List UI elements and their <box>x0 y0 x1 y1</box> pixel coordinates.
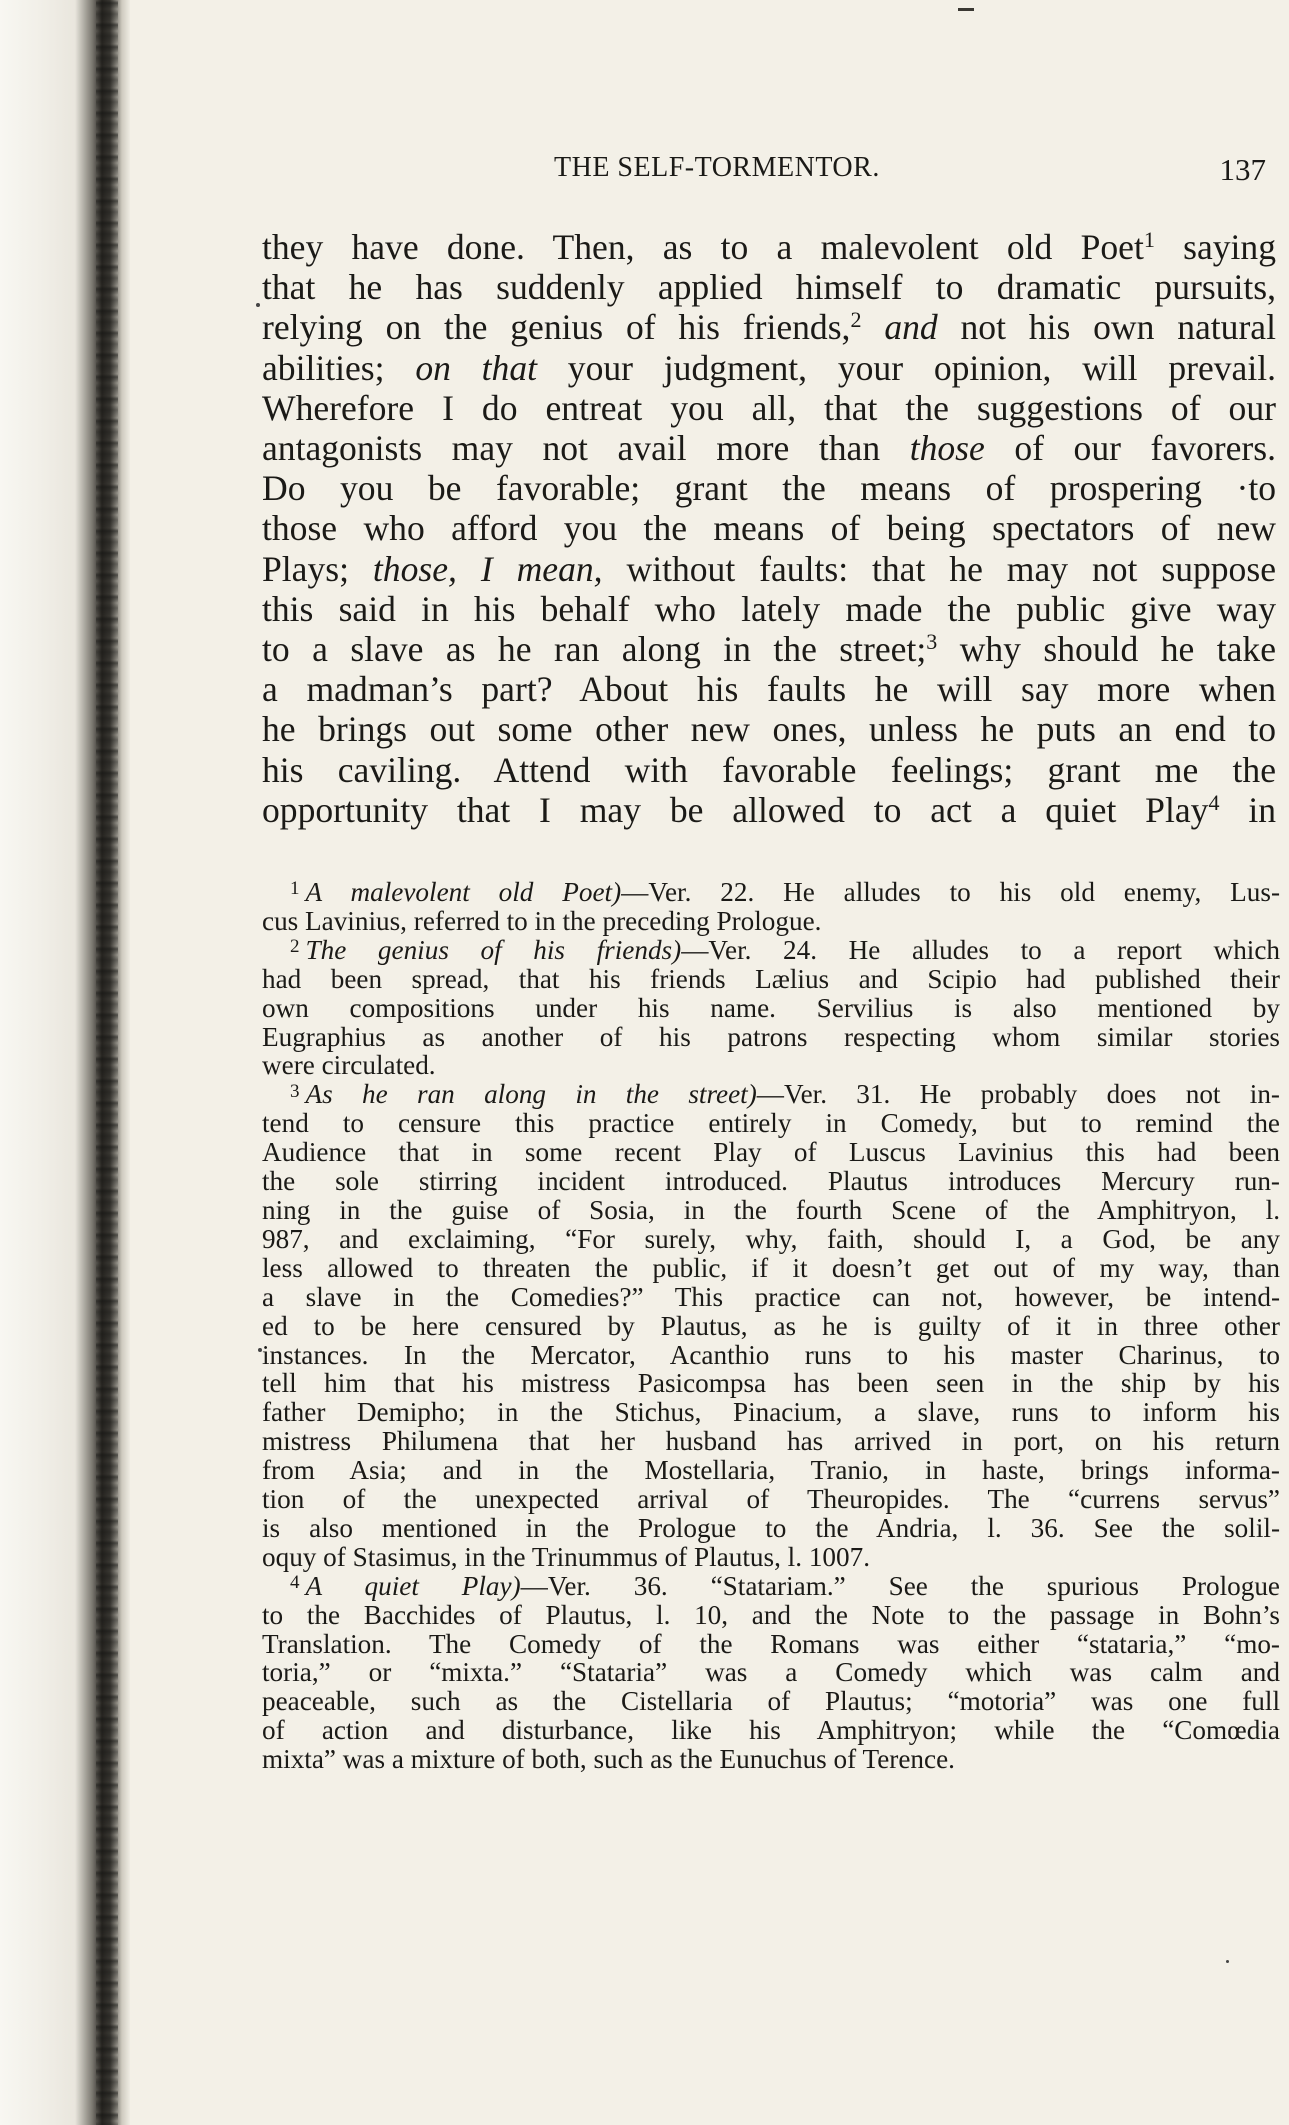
footnote-1: $^1$ A malevolent old Poet)—Ver. 22. He alludes to his old enemy, Lus- <box>290 877 1281 907</box>
footnote-line: tend to censure this practice entirely in Comedy, but to remind the <box>262 1108 1280 1139</box>
footnote-line: oquy of Stasimus, in the Trinummus of Plautus, l. 1007. <box>262 1541 871 1572</box>
footnote-line: ning in the guise of Sosia, in the fourth Scene of the Amphitryon, l. <box>262 1194 1280 1225</box>
text-line: those who afford you the means of being spectators of new <box>262 508 1276 549</box>
footnote-line: from Asia; and in the Mostellaria, Tranio, in haste, brings informa- <box>262 1455 1280 1486</box>
ink-speck <box>258 1348 262 1352</box>
footnote-line: had been spread, that his friends Lælius and Scipio had published their <box>262 963 1280 994</box>
text-line: a madman’s part? About his faults he will say more when <box>262 669 1276 710</box>
footnote-line: the sole stirring incident introduced. Plautus introduces Mercury run- <box>262 1166 1280 1197</box>
text-line: his caviling. Attend with favorable feelings; grant me the <box>262 749 1276 790</box>
footnote-line: is also mentioned in the Prologue to the Andria, l. 36. See the solil- <box>262 1512 1280 1543</box>
print-mark <box>958 8 974 11</box>
footnote-line: toria,” or “mixta.” “Stataria” was a Comedy which was calm and <box>262 1657 1280 1688</box>
footnote-line: mistress Philumena that her husband has arrived in port, on his return <box>262 1426 1280 1457</box>
footnote-line: peaceable, such as the Cistellaria of Plautus; “motoria” was one full <box>262 1686 1280 1717</box>
footnote-line: instances. In the Mercator, Acanthio runs to his master Charinus, to <box>262 1339 1280 1370</box>
footnote-2: $^2$ The genius of his friends)—Ver. 24. He alludes to a report which <box>290 934 1280 965</box>
footnote-line: a slave in the Comedies?” This practice can not, however, be intend- <box>262 1281 1280 1312</box>
text-line: antagonists may not avail more than those of our favorers. <box>262 428 1276 469</box>
text-line: Plays; those, I mean, without faults: that he may not suppose <box>262 548 1276 589</box>
running-head: THE SELF-TORMENTOR. <box>554 152 880 183</box>
footnote-line: 987, and exclaiming, “For surely, why, faith, should I, a God, be any <box>262 1223 1280 1254</box>
footnote-line: tion of the unexpected arrival of Theuropides. The “currens servus” <box>262 1484 1280 1515</box>
text-line: he brings out some other new ones, unless he puts an end to <box>262 709 1276 750</box>
ink-speck <box>256 303 260 307</box>
footnote-line: mixta” was a mixture of both, such as the Eunuchus of Terence. <box>262 1744 955 1775</box>
footnote-line: father Demipho; in the Stichus, Pinacium, a slave, runs to inform his <box>262 1397 1280 1428</box>
footnote-line: Eugraphius as another of his patrons respecting whom similar stories <box>262 1021 1280 1052</box>
footnote-4: $^4$ A quiet Play)—Ver. 36. “Statariam.” See the spurious Prologue <box>290 1570 1280 1601</box>
text-line: to a slave as he ran along in the street;$^3$ why should he take <box>262 628 1276 670</box>
text-line: that he has suddenly applied himself to dramatic pursuits, <box>262 267 1276 308</box>
footnotes <box>262 878 1280 1774</box>
main-text <box>262 227 1276 830</box>
text-line: abilities; on that your judgment, your opinion, will prevail. <box>262 347 1277 388</box>
footnote-line: less allowed to threaten the public, if it doesn’t get out of my way, than <box>262 1252 1280 1283</box>
footnote-line: of action and disturbance, like his Amphitryon; while the “Comœdia <box>262 1715 1280 1746</box>
text-line: opportunity that I may be allowed to act a quiet Play$^4$ in <box>262 789 1277 830</box>
footnote-line: Translation. The Comedy of the Romans was either “stataria,” “mo- <box>262 1628 1280 1659</box>
text-line: Do you be favorable; grant the means of prospering ·to <box>262 468 1276 509</box>
footnote-line: Audience that in some recent Play of Luscus Lavinius this had been <box>262 1137 1280 1168</box>
text-line: they have done. Then, as to a malevolent old Poet$^1$ saying <box>262 226 1276 267</box>
ink-speck <box>1226 1960 1229 1963</box>
text-line: relying on the genius of his friends,$^2$ and not his own natural <box>262 307 1276 348</box>
footnote-line: cus Lavinius, referred to in the preceding Prologue. <box>262 905 822 936</box>
page-number: 137 <box>1219 152 1266 187</box>
footnote-line: own compositions under his name. Servilius is also mentioned by <box>262 992 1280 1023</box>
page-header <box>262 152 1272 198</box>
footnote-line: were circulated. <box>262 1050 436 1081</box>
footnote-line: to the Bacchides of Plautus, l. 10, and the Note to the passage in Bohn’s <box>262 1599 1280 1630</box>
text-line: Wherefore I do entreat you all, that the suggestions of our <box>262 387 1276 428</box>
footnote-line: tell him that his mistress Pasicompsa has been seen in the ship by his <box>262 1368 1280 1399</box>
footnote-line: ed to be here censured by Plautus, as he is guilty of it in three other <box>262 1310 1280 1341</box>
text-line: this said in his behalf who lately made the public give way <box>262 588 1276 629</box>
footnote-3: $^3$ As he ran along in the street)—Ver. 31. He probably does not in- <box>290 1079 1280 1110</box>
